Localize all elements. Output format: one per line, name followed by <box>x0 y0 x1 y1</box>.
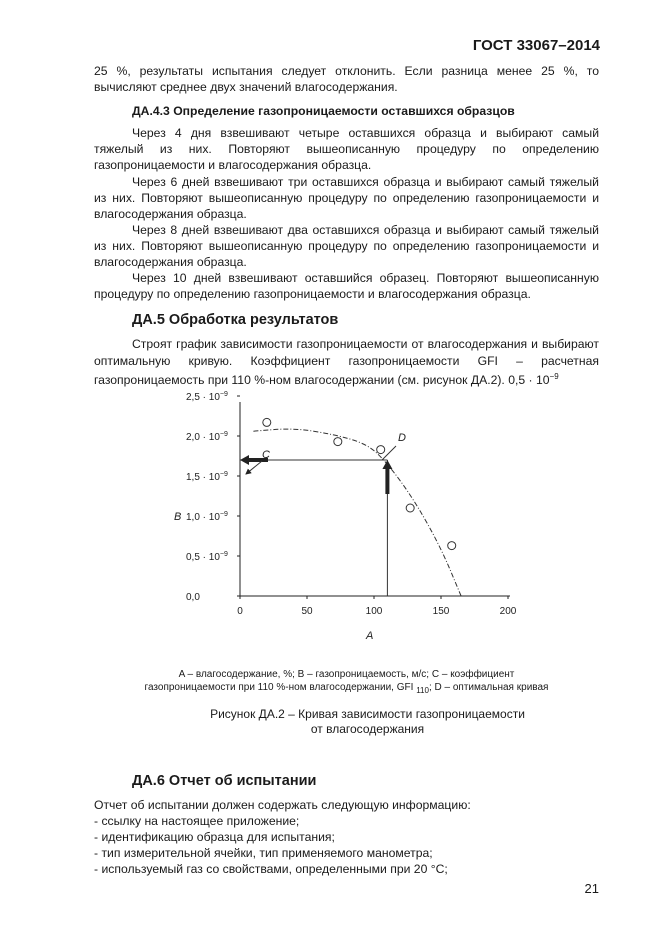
gfi-arrow-up-shaft <box>385 468 389 494</box>
label-c: C <box>262 448 270 461</box>
legend-line-1: A – влагосодержание, %; B – газопроницаемость, м/с; C – коэффициент <box>178 668 515 680</box>
x-tick-label: 100 <box>365 605 383 617</box>
y-tick-exponent: −9 <box>219 470 228 478</box>
legend-line-2-end: ; D – оптимальная кривая <box>428 681 549 693</box>
y-tick-label: $0,5 \cdot 10^{-9}$ <box>186 550 228 563</box>
figure-legend <box>94 668 599 697</box>
y-tick-exponent: −9 <box>219 390 228 398</box>
legend-gfi-subscript: 110 <box>416 685 429 695</box>
figure-da2 <box>94 390 599 660</box>
x-tick-label: 200 <box>499 605 517 617</box>
x-tick-label: 50 <box>301 605 313 617</box>
heading-da5: ДА.5 Обработка результатов <box>132 312 339 329</box>
caption-line-2: от влагосодержания <box>310 721 425 736</box>
legend-line-2-text: газопроницаемости при 110 %-ном влагосодержании, GFI <box>144 681 414 693</box>
processing-text: Строят график зависимости газопроницаемости от влагосодержания и выбирают оптимальную кривую. Коэффициент газопроницаемости GFI – расчетная газопроницаемость при 110 %-ном влагосодержании (см. рисунок ДА.2). 0,5 · 10 <box>94 337 599 387</box>
y-tick-label: $1,0 \cdot 10^{-9}$ <box>186 510 228 523</box>
optimal-curve <box>253 429 461 596</box>
data-point <box>448 541 456 549</box>
heading-da6: ДА.6 Отчет об испытании <box>132 772 317 789</box>
paragraph-processing <box>94 336 599 387</box>
report-requirements <box>94 797 599 877</box>
page-body <box>94 63 599 877</box>
label-d: D <box>398 431 406 444</box>
document-code: ГОСТ 33067–2014 <box>472 37 600 54</box>
paragraph-8-days: Через 8 дней взвешивают два оставшихся образца и выбирают самый тяжелый из них. Повторяют вышеописанную процедуру по определению газопроницаемости и влагосодержания образца. <box>94 222 599 270</box>
figure-caption <box>94 707 599 737</box>
y-tick-label: $1,5 \cdot 10^{-9}$ <box>186 470 228 483</box>
paragraph-4-days: Через 4 дня взвешивают четыре оставшихся образца и выбирают самый тяжелый из них. Повторяют вышеописанную процедуру по определению газопроницаемости и влагосодержания образца. <box>94 126 599 173</box>
data-point <box>334 437 342 445</box>
caption-line-1: Рисунок ДА.2 – Кривая зависимости газопроницаемости <box>210 706 525 721</box>
gfi-arrow-up-head <box>382 460 392 469</box>
list-item: - ссылку на настоящее приложение; <box>94 813 300 828</box>
paragraph-10-days: Через 10 дней взвешивают оставшийся образец. Повторяют вышеописанную процедуру по определению газопроницаемости и влагосодержания образца. <box>94 271 599 302</box>
page-number: 21 <box>584 881 599 896</box>
y-tick-exponent: −9 <box>219 510 228 518</box>
y-tick-exponent: −9 <box>219 550 228 558</box>
list-item: - используемый газ со свойствами, определенными при 20 °C; <box>94 862 448 877</box>
x-tick-label: 150 <box>432 605 450 617</box>
list-item: - тип измерительной ячейки, тип применяемого манометра; <box>94 846 433 861</box>
gfi-arrow-left-head <box>240 455 249 465</box>
data-point <box>377 445 385 453</box>
x-axis-label: A <box>366 629 374 642</box>
permeability-chart <box>94 390 599 660</box>
data-point <box>406 504 414 512</box>
x-tick-label: 0 <box>237 605 243 617</box>
y-tick-exponent: −9 <box>219 430 228 438</box>
legend-line-2 <box>94 681 599 697</box>
y-axis-label: B <box>174 510 182 523</box>
list-item: - идентификацию образца для испытания; <box>94 829 335 844</box>
y-tick-label: $2,0 \cdot 10^{-9}$ <box>186 430 228 443</box>
heading-da43: ДА.4.3 Определение газопроницаемости оставшихся образцов <box>132 104 515 119</box>
report-intro: Отчет об испытании должен содержать следующую информацию: <box>94 797 471 812</box>
intro-paragraph: 25 %, результаты испытания следует отклонить. Если разница менее 25 %, то вычисляют среднее двух значений влагосодержания. <box>94 64 599 95</box>
y-tick-label: $2,5 \cdot 10^{-9}$ <box>186 390 228 403</box>
processing-exponent: −9 <box>549 371 559 381</box>
data-point <box>263 418 271 426</box>
paragraph-6-days: Через 6 дней взвешивают три оставшихся образца и выбирают самый тяжелый из них. Повторяют вышеописанную процедуру по определению газопроницаемости и влагосодержания образца. <box>94 174 599 221</box>
y-tick-label: 0,0 <box>186 591 200 603</box>
